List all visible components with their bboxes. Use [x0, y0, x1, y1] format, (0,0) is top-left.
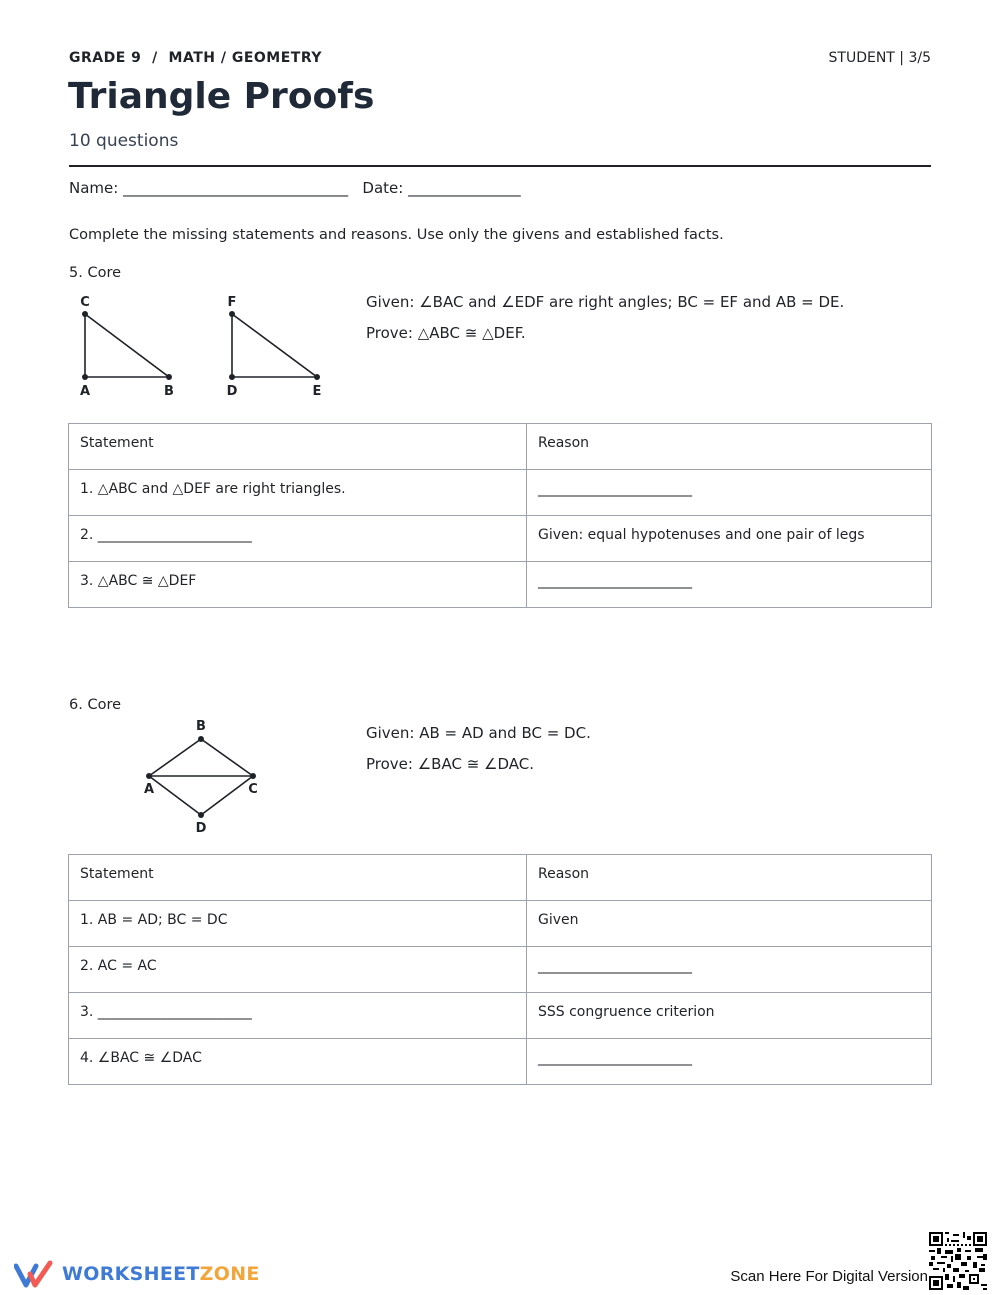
reason-header: Reason	[527, 424, 932, 470]
question-count: 10 questions	[69, 131, 179, 151]
label-c: C	[80, 295, 90, 310]
point-e	[314, 374, 320, 380]
point-a	[146, 773, 152, 779]
point-b	[166, 374, 172, 380]
question-6-given: Given: AB = AD and BC = DC.	[366, 724, 591, 742]
scan-text: Scan Here For Digital Version	[730, 1268, 928, 1285]
label-b: B	[196, 719, 206, 734]
point-f	[229, 311, 235, 317]
label-a: A	[143, 782, 155, 797]
table-row	[69, 993, 932, 1039]
label-c: C	[248, 782, 258, 797]
question-5-given: Given: ∠BAC and ∠EDF are right angles; BC = EF and AB = DE.	[366, 293, 845, 311]
header-divider	[69, 165, 931, 167]
label-e: E	[312, 384, 322, 399]
qr-code-icon[interactable]	[929, 1232, 987, 1290]
name-date-row	[69, 179, 521, 197]
statement-cell: 2. AC = AC	[69, 947, 527, 993]
statement-cell: 1. AB = AD; BC = DC	[69, 901, 527, 947]
point-a	[82, 374, 88, 380]
page-label: STUDENT | 3/5	[828, 50, 931, 66]
table-row	[69, 470, 932, 516]
question-6-proof-table	[68, 854, 932, 1085]
table-header-row	[69, 855, 932, 901]
table-row	[69, 516, 932, 562]
question-5-figure	[70, 290, 340, 402]
question-6-prove: Prove: ∠BAC ≅ ∠DAC.	[366, 755, 535, 773]
kite-abcd	[149, 739, 253, 815]
page-title: Triangle Proofs	[68, 76, 375, 117]
breadcrumb: GRADE 9 / MATH / GEOMETRY	[69, 50, 322, 66]
instructions: Complete the missing statements and reasons. Use only the givens and established facts.	[69, 227, 724, 243]
question-6-given-block	[366, 718, 591, 780]
statement-cell: 1. △ABC and △DEF are right triangles.	[69, 470, 527, 516]
table-row	[69, 901, 932, 947]
reason-blank[interactable]: ______________________	[527, 470, 932, 516]
question-5-given-block	[366, 287, 844, 349]
statement-cell: 3. △ABC ≅ △DEF	[69, 562, 527, 608]
triangle-abc	[85, 314, 169, 377]
question-5-proof-table	[68, 423, 932, 608]
table-header-row	[69, 424, 932, 470]
label-f: F	[227, 295, 237, 310]
date-field[interactable]: Date: _______________	[362, 179, 521, 197]
reason-cell: Given	[527, 901, 932, 947]
statement-blank[interactable]: 3. ______________________	[69, 993, 527, 1039]
table-row	[69, 1039, 932, 1085]
point-b	[198, 736, 204, 742]
question-5-prove: Prove: △ABC ≅ △DEF.	[366, 324, 526, 342]
reason-blank[interactable]: ______________________	[527, 947, 932, 993]
triangle-def	[232, 314, 317, 377]
statement-header: Statement	[69, 855, 527, 901]
question-6-heading: 6. Core	[69, 697, 122, 713]
point-c	[250, 773, 256, 779]
reason-blank[interactable]: ______________________	[527, 1039, 932, 1085]
point-c	[82, 311, 88, 317]
label-d: D	[195, 821, 207, 836]
statement-blank[interactable]: 2. ______________________	[69, 516, 527, 562]
name-field[interactable]: Name: ______________________________	[69, 179, 349, 197]
statement-cell: 4. ∠BAC ≅ ∠DAC	[69, 1039, 527, 1085]
reason-cell: Given: equal hypotenuses and one pair of legs	[527, 516, 932, 562]
question-5-heading: 5. Core	[69, 265, 122, 281]
point-d	[229, 374, 235, 380]
table-row	[69, 947, 932, 993]
question-6-figure	[130, 715, 280, 837]
point-d	[198, 812, 204, 818]
table-row	[69, 562, 932, 608]
logo-wordmark: WORKSHEETZONE	[62, 1263, 260, 1285]
reason-cell: SSS congruence criterion	[527, 993, 932, 1039]
label-a: A	[79, 384, 91, 399]
label-d: D	[226, 384, 238, 399]
worksheetzone-logo	[14, 1260, 260, 1288]
reason-header: Reason	[527, 855, 932, 901]
reason-blank[interactable]: ______________________	[527, 562, 932, 608]
statement-header: Statement	[69, 424, 527, 470]
label-b: B	[164, 384, 174, 399]
logo-check-icon	[14, 1260, 54, 1288]
